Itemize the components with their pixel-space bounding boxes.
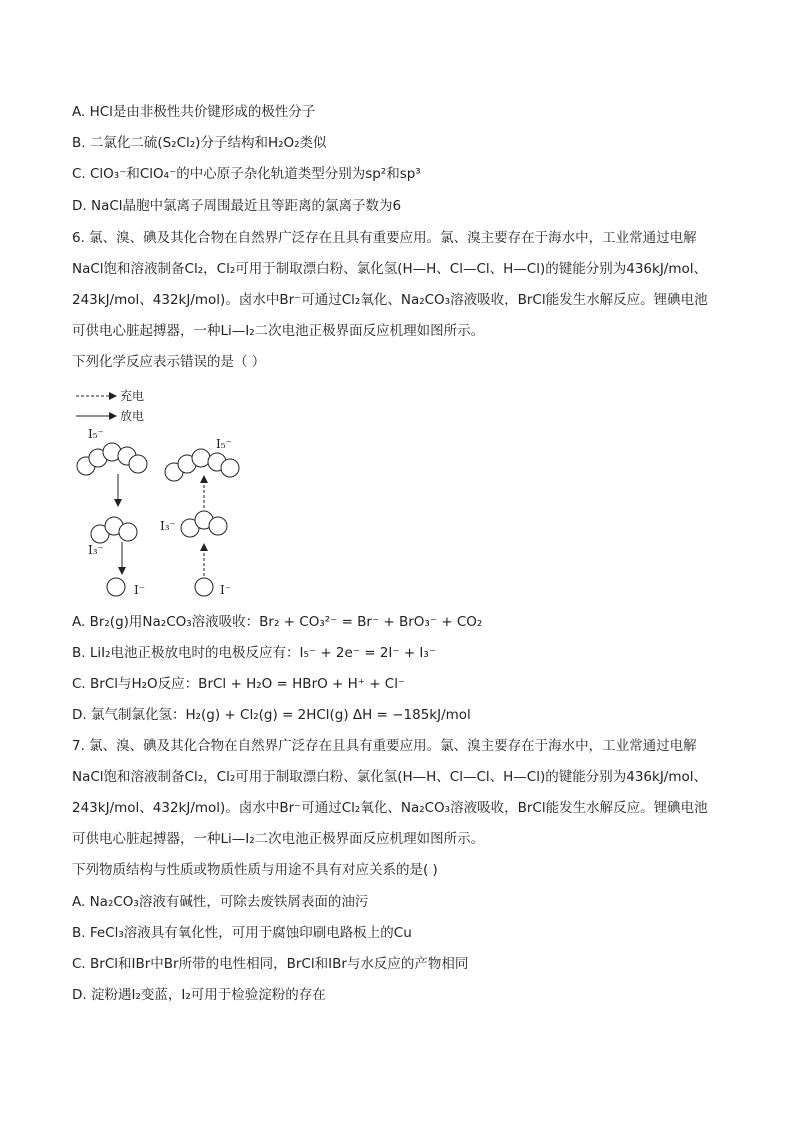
right-i5-label: I₅⁻ — [216, 437, 232, 451]
left-i5-cluster — [77, 443, 147, 475]
q6-stem-line-3: 243kJ/mol、432kJ/mol)。卤水中Br⁻可通过Cl₂氧化、Na₂CO₃溶液吸收，BrCl能发生水解反应。锂碘电池 — [72, 292, 708, 308]
q6-stem-line-1: 6. 氯、溴、碘及其化合物在自然界广泛存在且具有重要应用。氯、溴主要存在于海水中，工业常通过电解 — [72, 230, 697, 246]
right-i3-label: I₃⁻ — [160, 519, 176, 533]
q7-stem-line-3: 243kJ/mol、432kJ/mol)。卤水中Br⁻可通过Cl₂氧化、Na₂CO₃溶液吸收，BrCl能发生水解反应。锂碘电池 — [72, 800, 708, 816]
q7-option-a: A. Na₂CO₃溶液有碱性，可除去废铁屑表面的油污 — [72, 894, 369, 910]
right-i3-cluster — [181, 511, 227, 537]
legend-discharge-label: 放电 — [120, 409, 145, 423]
q6-stem-line-4: 可供电心脏起搏器，一种Li—I₂二次电池正极界面反应机理如图所示。 — [72, 323, 485, 339]
q7-stem-line-4: 可供电心脏起搏器，一种Li—I₂二次电池正极界面反应机理如图所示。 — [72, 831, 485, 847]
q5-option-c: C. ClO₃⁻和ClO₄⁻的中心原子杂化轨道类型分别为sp²和sp³ — [72, 166, 421, 182]
right-i-ion — [195, 578, 213, 596]
q6-option-a: A. Br₂(g)用Na₂CO₃溶液吸收：Br₂ + CO₃²⁻ = Br⁻ + BrO₃⁻ + CO₂ — [72, 614, 483, 630]
right-i-label: I⁻ — [220, 583, 232, 597]
left-i5-label: I₅⁻ — [88, 427, 104, 441]
q5-option-b: B. 二氯化二硫(S₂Cl₂)分子结构和H₂O₂类似 — [72, 135, 327, 151]
q6-option-d: D. 氯气制氯化氢：H₂(g) + Cl₂(g) = 2HCl(g) ΔH = −185kJ/mol — [72, 707, 471, 723]
q7-option-c: C. BrCl和IBr中Br所带的电性相同，BrCl和IBr与水反应的产物相同 — [72, 956, 469, 972]
q7-stem-line-1: 7. 氯、溴、碘及其化合物在自然界广泛存在且具有重要应用。氯、溴主要存在于海水中，工业常通过电解 — [72, 738, 697, 754]
q7-question: 下列物质结构与性质或物质性质与用途不具有对应关系的是( ) — [72, 862, 438, 878]
right-i5-cluster — [165, 449, 239, 481]
q6-option-c: C. BrCl与H₂O反应：BrCl + H₂O = HBrO + H⁺ + Cl⁻ — [72, 676, 406, 692]
q6-question: 下列化学反应表示错误的是（ ） — [72, 354, 266, 370]
left-i-ion — [107, 578, 125, 596]
left-i-label: I⁻ — [134, 583, 146, 597]
mechanism-diagram — [70, 382, 270, 602]
q6-option-b: B. LiI₂电池正极放电时的电极反应有：I₅⁻ + 2e⁻ = 2I⁻ + I₃⁻ — [72, 645, 436, 661]
q7-option-b: B. FeCl₃溶液具有氧化性，可用于腐蚀印刷电路板上的Cu — [72, 925, 412, 941]
q5-option-a: A. HCl是由非极性共价键形成的极性分子 — [72, 104, 316, 120]
legend-charge-label: 充电 — [120, 389, 145, 403]
left-i3-cluster — [91, 517, 137, 543]
q7-stem-line-2: NaCl饱和溶液制备Cl₂，Cl₂可用于制取漂白粉、氯化氢(H—H、Cl—Cl、H—Cl)的键能分别为436kJ/mol、 — [72, 769, 708, 785]
left-i3-label: I₃⁻ — [88, 543, 104, 557]
q6-stem-line-2: NaCl饱和溶液制备Cl₂，Cl₂可用于制取漂白粉、氯化氢(H—H、Cl—Cl、H—Cl)的键能分别为436kJ/mol、 — [72, 261, 708, 277]
q5-option-d: D. NaCl晶胞中氯离子周围最近且等距离的氯离子数为6 — [72, 198, 402, 214]
q7-option-d: D. 淀粉遇I₂变蓝，I₂可用于检验淀粉的存在 — [72, 987, 326, 1003]
